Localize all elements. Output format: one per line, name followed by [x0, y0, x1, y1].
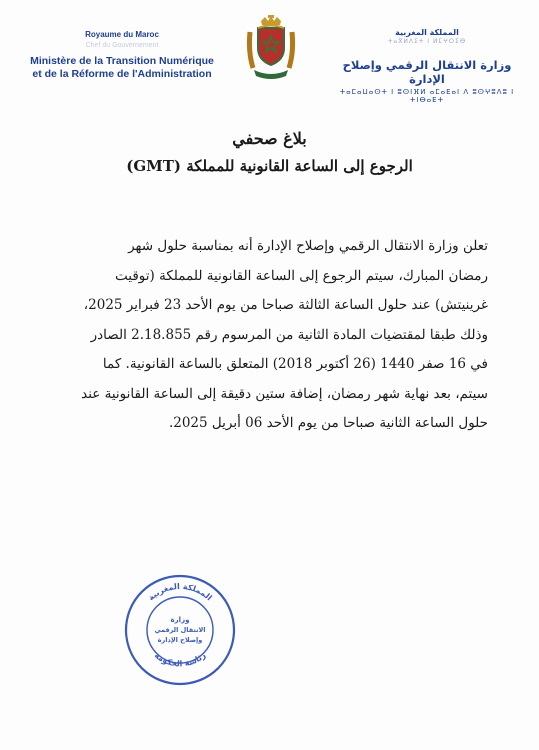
fr-kingdom-label: Royaume du Maroc [85, 30, 159, 39]
press-release-subtitle: الرجوع إلى الساعة القانونية للمملكة (GMT) [126, 157, 413, 175]
body-line: حلول الساعة الثانية صباحا من يوم الأحد 06 أبريل 2025. [168, 415, 488, 431]
svg-text:رئاسة الحكومة [153, 650, 208, 668]
press-release-title: بلاغ صحفي [232, 129, 307, 148]
body-line: وذلك طبقا لمقتضيات المادة الثانية من المرسوم رقم 2.18.855 الصادر [90, 326, 488, 343]
svg-text:المملكة المغربية [147, 582, 214, 603]
fr-faded-subtitle: Chef du Gouvernement [85, 42, 159, 49]
body-line: رمضان المبارك، سيتم الرجوع إلى الساعة القانونية للمملكة (توقيت [115, 267, 488, 284]
body-line: سيتم، بعد نهاية شهر رمضان، إضافة ستين دقيقة إلى الساعة القانونية عند [81, 385, 488, 402]
body-line: في 16 صفر 1440 (26 أكتوبر 2018) المتعلق بالساعة القانونية. كما [102, 356, 488, 372]
coat-of-arms-icon [244, 12, 298, 84]
body-line: تعلن وزارة الانتقال الرقمي وإصلاح الإدارة أنه بمناسبة حلول شهر [128, 238, 488, 254]
press-release-body [58, 232, 488, 439]
fr-ministry-line1: Ministère de la Transition Numérique [30, 55, 214, 67]
ar-ministry-name: وزارة الانتقال الرقمي وإصلاح الإدارة [342, 58, 512, 86]
ar-kingdom-label: المملكة المغربية [395, 28, 459, 37]
stamp-inner-line3: وإصلاح الإدارة [157, 636, 203, 644]
stamp-bottom-text: رئاسة الحكومة [152, 650, 208, 669]
french-header [22, 30, 222, 81]
body-line: غرينيتش) عند حلول الساعة الثالثة صباحا من يوم الأحد 23 فبراير 2025، [83, 297, 488, 313]
tifinagh-kingdom-label: ⵜⴰⴳⵍⴷⵉⵜ ⵏ ⵍⵎⵖⵔⵉⴱ [387, 38, 467, 45]
stamp-inner-line2: الانتقال الرقمي [154, 626, 206, 634]
fr-ministry-name [22, 55, 222, 81]
stamp-inner-line1: وزارة [170, 616, 190, 624]
arabic-header [337, 28, 517, 104]
fr-ministry-line2: et de la Réforme de l'Administration [32, 68, 212, 80]
stamp-outer-text: المملكة المغربية [146, 581, 214, 603]
official-stamp [123, 573, 237, 687]
tifinagh-ministry-name: ⵜⴰⵎⴰⵡⴰⵙⵜ ⵏ ⵓⵙⵏⴼⵍ ⴰⵎⴰⴹⴰⵏ ⴷ ⵓⵙⵖⵓⴷⵓ ⵏ ⵜⵏⴱⴰⴹⵜ [339, 88, 515, 104]
